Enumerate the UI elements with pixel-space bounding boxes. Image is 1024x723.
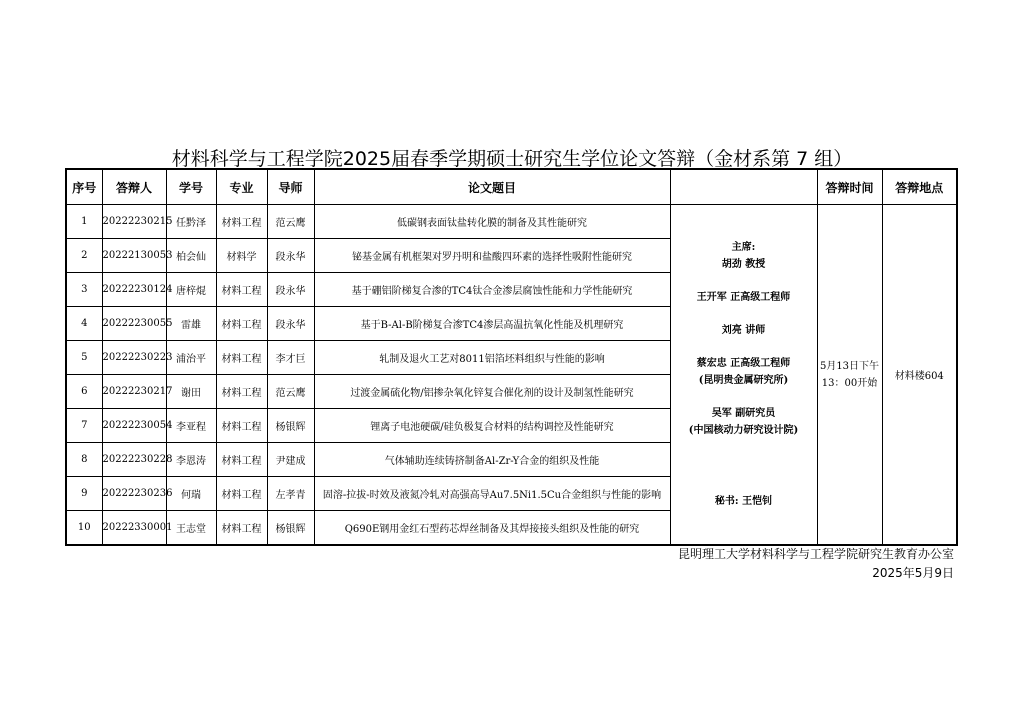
row-major: 材料工程 bbox=[216, 511, 267, 546]
committee-cell bbox=[670, 205, 817, 546]
row-student: 谢田 bbox=[166, 375, 216, 409]
row-major: 材料工程 bbox=[216, 375, 267, 409]
header-student: 答辩人 bbox=[102, 169, 166, 205]
row-thesis: 基于B-Al-B阶梯复合渗TC4渗层高温抗氧化性能及机理研究 bbox=[314, 307, 670, 341]
header-major: 专业 bbox=[216, 169, 267, 205]
row-major: 材料学 bbox=[216, 239, 267, 273]
committee-member-3: 蔡宏忠 正高级工程师 bbox=[696, 358, 791, 369]
row-id: 20222230228 bbox=[102, 443, 166, 477]
row-advisor: 段永华 bbox=[267, 307, 314, 341]
header-place: 答辩地点 bbox=[882, 169, 957, 205]
row-major: 材料工程 bbox=[216, 477, 267, 511]
row-thesis: Q690E钢用金红石型药芯焊丝制备及其焊接接头组织及性能的研究 bbox=[314, 511, 670, 546]
table-body bbox=[66, 205, 957, 546]
row-advisor: 段永华 bbox=[267, 273, 314, 307]
row-id: 20222230236 bbox=[102, 477, 166, 511]
committee-member-4: 吴军 副研究员 bbox=[711, 408, 776, 419]
header-time: 答辩时间 bbox=[817, 169, 882, 205]
header-id: 学号 bbox=[166, 169, 216, 205]
row-id: 20222230055 bbox=[102, 307, 166, 341]
row-advisor: 左孝青 bbox=[267, 477, 314, 511]
defense-schedule-table bbox=[65, 168, 958, 546]
row-student: 李恩涛 bbox=[166, 443, 216, 477]
table-row bbox=[66, 205, 957, 239]
row-thesis: 气体辅助连续铸挤制备Al-Zr-Y合金的组织及性能 bbox=[314, 443, 670, 477]
row-student: 何瑞 bbox=[166, 477, 216, 511]
row-major: 材料工程 bbox=[216, 341, 267, 375]
row-advisor: 段永华 bbox=[267, 239, 314, 273]
footer-office: 昆明理工大学材料科学与工程学院研究生教育办公室 bbox=[677, 547, 954, 561]
row-id: 20222230124 bbox=[102, 273, 166, 307]
row-advisor: 杨银辉 bbox=[267, 511, 314, 546]
row-seq: 8 bbox=[66, 443, 102, 477]
row-major: 材料工程 bbox=[216, 443, 267, 477]
row-seq: 3 bbox=[66, 273, 102, 307]
committee-member-2: 刘亮 讲师 bbox=[721, 325, 766, 336]
defense-place: 材料楼604 bbox=[882, 205, 957, 546]
committee-member-3-org: (昆明贵金属研究所) bbox=[698, 375, 789, 386]
row-student: 柏会仙 bbox=[166, 239, 216, 273]
row-id: 20222130053 bbox=[102, 239, 166, 273]
row-student: 唐梓焜 bbox=[166, 273, 216, 307]
header-advisor: 导师 bbox=[267, 169, 314, 205]
row-seq: 5 bbox=[66, 341, 102, 375]
row-seq: 10 bbox=[66, 511, 102, 546]
footer-date: 2025年5月9日 bbox=[872, 566, 954, 580]
row-student: 李亚程 bbox=[166, 409, 216, 443]
row-id: 20222230223 bbox=[102, 341, 166, 375]
row-advisor: 尹建成 bbox=[267, 443, 314, 477]
row-thesis: 锂离子电池硬碳/硅负极复合材料的结构调控及性能研究 bbox=[314, 409, 670, 443]
committee-secretary: 秘书: 王恺钊 bbox=[714, 496, 773, 507]
row-advisor: 范云鹰 bbox=[267, 375, 314, 409]
page-title: 材料科学与工程学院2025届春季学期硕士研究生学位论文答辩（金材系第 7 组） bbox=[171, 148, 853, 170]
row-thesis: 轧制及退火工艺对8011铝箔坯料组织与性能的影响 bbox=[314, 341, 670, 375]
row-student: 任黔泽 bbox=[166, 205, 216, 239]
row-advisor: 李才巨 bbox=[267, 341, 314, 375]
row-seq: 7 bbox=[66, 409, 102, 443]
row-student: 雷雄 bbox=[166, 307, 216, 341]
row-thesis: 固溶-拉拔-时效及液氮冷轧对高强高导Au7.5Ni1.5Cu合金组织与性能的影响 bbox=[314, 477, 670, 511]
row-id: 20222330001 bbox=[102, 511, 166, 546]
committee-chair: 胡劲 教授 bbox=[721, 259, 766, 270]
row-student: 浦治平 bbox=[166, 341, 216, 375]
row-major: 材料工程 bbox=[216, 307, 267, 341]
row-seq: 4 bbox=[66, 307, 102, 341]
row-thesis: 过渡金属硫化物/铝掺杂氧化锌复合催化剂的设计及制氢性能研究 bbox=[314, 375, 670, 409]
row-id: 20222230217 bbox=[102, 375, 166, 409]
row-seq: 2 bbox=[66, 239, 102, 273]
row-thesis: 基于硼铝阶梯复合渗的TC4钛合金渗层腐蚀性能和力学性能研究 bbox=[314, 273, 670, 307]
header-seq: 序号 bbox=[66, 169, 102, 205]
row-advisor: 范云鹰 bbox=[267, 205, 314, 239]
committee-member-1: 王开军 正高级工程师 bbox=[696, 292, 791, 303]
header-thesis: 论文题目 bbox=[314, 169, 670, 205]
row-seq: 6 bbox=[66, 375, 102, 409]
row-advisor: 杨银辉 bbox=[267, 409, 314, 443]
row-seq: 1 bbox=[66, 205, 102, 239]
row-major: 材料工程 bbox=[216, 273, 267, 307]
header-committee bbox=[670, 169, 817, 205]
row-thesis: 低碳钢表面钛盐转化膜的制备及其性能研究 bbox=[314, 205, 670, 239]
committee-member-4-org: (中国核动力研究设计院) bbox=[688, 425, 799, 436]
row-id: 20222230215 bbox=[102, 205, 166, 239]
row-major: 材料工程 bbox=[216, 205, 267, 239]
row-major: 材料工程 bbox=[216, 409, 267, 443]
row-id: 20222230054 bbox=[102, 409, 166, 443]
committee-chair-label: 主席: bbox=[731, 242, 756, 253]
row-student: 王志堂 bbox=[166, 511, 216, 546]
defense-time: 5月13日下午13：00开始 bbox=[817, 205, 882, 546]
row-seq: 9 bbox=[66, 477, 102, 511]
table-header-row bbox=[66, 169, 957, 205]
row-thesis: 铋基金属有机框架对罗丹明和盐酸四环素的选择性吸附性能研究 bbox=[314, 239, 670, 273]
